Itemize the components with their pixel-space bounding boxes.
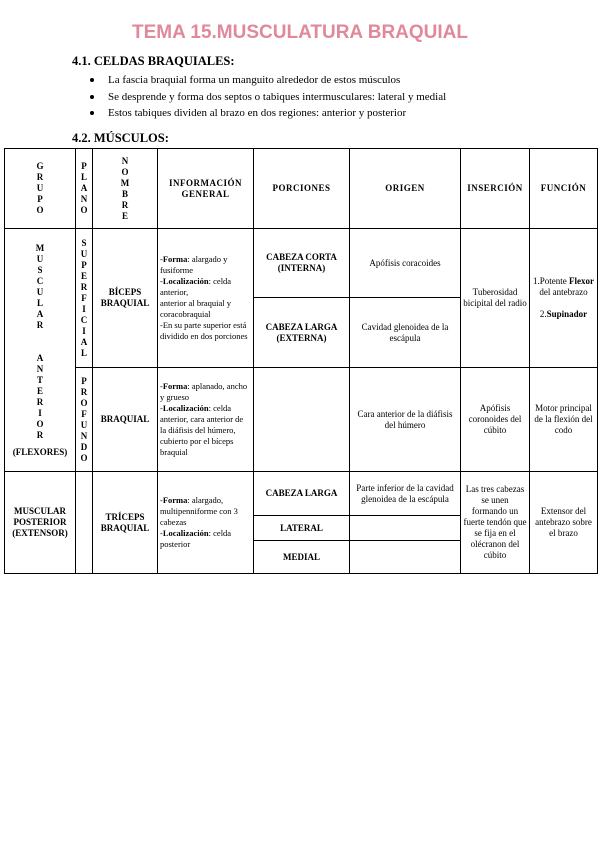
triceps-info: -Forma: alargado, multipenniforme con 3 cabezas -Localización: celda posterior xyxy=(158,472,254,574)
biceps-function: 1.Potente Flexor del antebrazo 2.Supinador xyxy=(530,229,598,368)
table-row xyxy=(5,368,598,472)
page-title: TEMA 15.MUSCULATURA BRAQUIAL xyxy=(131,22,468,43)
biceps-origin-corta: Apófisis coracoides xyxy=(350,229,461,298)
biceps-insertion: Tuberosidad bicipital del radio xyxy=(461,229,530,368)
table-row xyxy=(5,229,598,298)
triceps-insertion: Las tres cabezas se unen formando un fuerte tendón que se fija en el olécranon del cúbito xyxy=(461,472,530,574)
header-grupo: G R U P O xyxy=(5,149,76,229)
biceps-name: BÍCEPS BRAQUIAL xyxy=(93,229,158,368)
biceps-origin-larga: Cavidad glenoidea de la escápula xyxy=(350,298,461,368)
header-insercion: INSERCIÓN xyxy=(461,149,530,229)
header-funcion: FUNCIÓN xyxy=(530,149,598,229)
braquial-name: BRAQUIAL xyxy=(93,368,158,472)
braquial-insertion: Apófisis coronoides del cúbito xyxy=(461,368,530,472)
group-anterior-cell: M U S C U L A R A N T E R I O R (FLEXORES) xyxy=(5,229,76,472)
triceps-origin-medial xyxy=(350,541,461,574)
group-posterior-cell: MUSCULAR POSTERIOR (EXTENSOR) xyxy=(5,472,76,574)
bullet-text: La fascia braquial forma un manguito alrededor de estos músculos xyxy=(108,74,401,86)
triceps-origin-larga: Parte inferior de la cavidad glenoidea de la escápula xyxy=(350,472,461,516)
bullet-icon xyxy=(90,95,94,99)
muscles-table xyxy=(4,148,598,574)
header-porciones: PORCIONES xyxy=(254,149,350,229)
braquial-portion xyxy=(254,368,350,472)
header-nombre: N O M B R E xyxy=(93,149,158,229)
header-row xyxy=(5,149,598,229)
triceps-portion-larga: CABEZA LARGA xyxy=(254,472,350,516)
triceps-portion-lateral: LATERAL xyxy=(254,516,350,541)
bullet-icon xyxy=(90,111,94,115)
bullet-item xyxy=(88,89,446,106)
table-row xyxy=(5,472,598,516)
triceps-origin-lateral xyxy=(350,516,461,541)
bullet-text: Estos tabiques dividen al brazo en dos regiones: anterior y posterior xyxy=(108,107,407,119)
plano-profundo-cell: P R O F U N D O xyxy=(76,368,93,472)
triceps-name: TRÍCEPS BRAQUIAL xyxy=(93,472,158,574)
bullet-list xyxy=(88,72,446,122)
biceps-portion-larga: CABEZA LARGA (EXTERNA) xyxy=(254,298,350,368)
section-heading-celdas: 4.1. CELDAS BRAQUIALES: xyxy=(72,54,235,68)
biceps-info: -Forma: alargado y fusiforme -Localización: celda anterior, anterior al braquial y coracobraquial -En su parte superior está dividido en dos porciones xyxy=(158,229,254,368)
bullet-text: Se desprende y forma dos septos o tabiques intermusculares: lateral y medial xyxy=(108,90,447,103)
plano-superficial-cell: S U P E R F I C I A L xyxy=(76,229,93,368)
header-origen: ORIGEN xyxy=(350,149,461,229)
header-plano: P L A N O xyxy=(76,149,93,229)
braquial-origin: Cara anterior de la diáfisis del húmero xyxy=(350,368,461,472)
header-info: INFORMACIÓN GENERAL xyxy=(158,149,254,229)
bullet-icon xyxy=(90,78,94,82)
triceps-function: Extensor del antebrazo sobre el brazo xyxy=(530,472,598,574)
section-heading-musculos: 4.2. MÚSCULOS: xyxy=(72,131,169,145)
braquial-info: -Forma: aplanado, ancho y grueso -Localización: celda anterior, cara anterior de la diáfisis del húmero, cubierto por el bíceps braquial xyxy=(158,368,254,472)
biceps-portion-corta: CABEZA CORTA (INTERNA) xyxy=(254,229,350,298)
bullet-item xyxy=(88,105,446,122)
bullet-item xyxy=(88,72,446,89)
triceps-portion-medial: MEDIAL xyxy=(254,541,350,574)
braquial-function: Motor principal de la flexión del codo xyxy=(530,368,598,472)
plano-posterior-cell xyxy=(76,472,93,574)
